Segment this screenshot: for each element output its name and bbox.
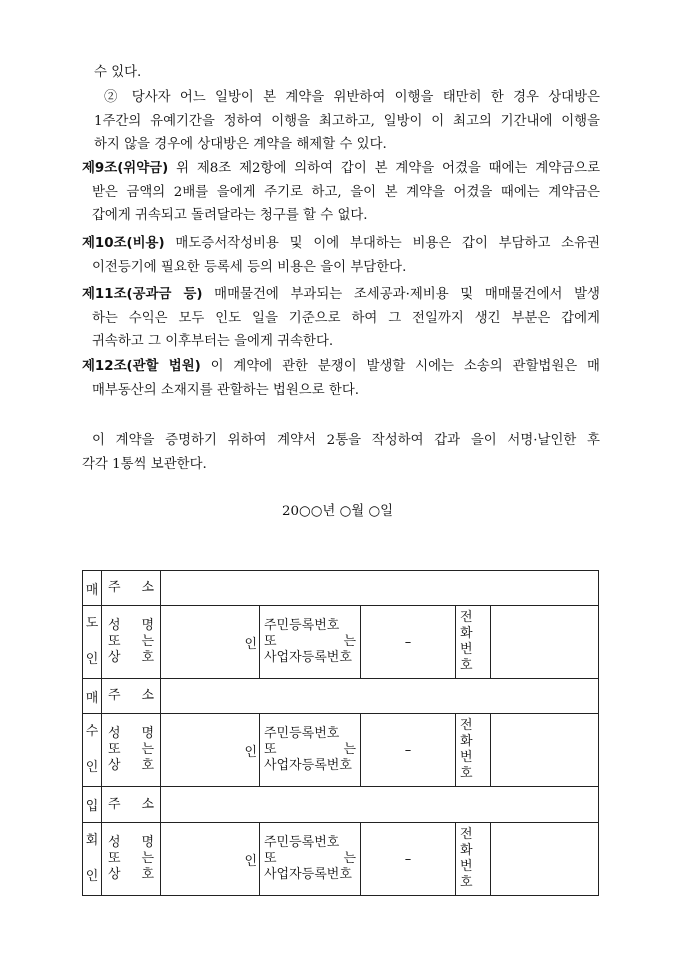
article-heading: 제12조(관할 법원)	[82, 359, 201, 374]
seal-field[interactable]: 인	[161, 823, 260, 896]
clause-8-paragraph-2	[94, 86, 600, 157]
id-value[interactable]: –	[361, 823, 456, 896]
article-12	[82, 355, 600, 402]
address-label: 주 소	[102, 571, 161, 606]
article-heading: 제10조(비용)	[82, 236, 165, 251]
name-label: 성 명 또 는 상 호	[102, 714, 161, 787]
clause-line: 매도증서작성비용 및 이에 부대하는 비용은 갑이 부담하고 소유권	[164, 236, 600, 251]
article-10	[82, 232, 600, 279]
address-label: 주 소	[102, 679, 161, 714]
phone-label: 전 화 번 호	[456, 823, 491, 896]
id-label: 주민등록번호 또 는 사업자등록번호	[260, 714, 361, 787]
clause-line: 이 계약에 관한 분쟁이 발생할 시에는 소송의 관할법원은 매	[200, 359, 600, 374]
party-label: 매	[83, 679, 102, 714]
phone-label: 전 화 번 호	[456, 606, 491, 679]
clause-line: 귀속하고 그 이후부터는 을에게 귀속한다.	[92, 334, 334, 349]
signature-table	[82, 570, 599, 896]
id-label: 주민등록번호 또 는 사업자등록번호	[260, 606, 361, 679]
address-value[interactable]	[161, 787, 599, 823]
clause-line: ② 당사자 어느 일방이 본 계약을 위반하여 이행을 태만히 한 경우 상대방은	[104, 90, 600, 105]
party-label: 도 인	[83, 606, 102, 679]
name-label: 성 명 또 는 상 호	[102, 606, 161, 679]
closing-line: 각각 1통씩 보관한다.	[82, 456, 207, 472]
party-label: 입	[83, 787, 102, 823]
party-label: 매	[83, 571, 102, 606]
address-label: 주 소	[102, 787, 161, 823]
phone-value[interactable]	[491, 714, 599, 787]
clause-line: 받은 금액의 2배를 을에게 주기로 하고, 을이 본 계약을 어겼을 때에는 계약금은	[92, 184, 600, 200]
phone-value[interactable]	[491, 606, 599, 679]
article-9	[82, 157, 600, 228]
clause-line: 위 제8조 제2항에 의하여 갑이 본 계약을 어겼을 때에는 계약금으로	[168, 161, 600, 176]
clause-line: 하지 않을 경우에 상대방은 계약을 해제할 수 있다.	[94, 137, 387, 152]
seal-field[interactable]: 인	[161, 606, 260, 679]
name-label: 성 명 또 는 상 호	[102, 823, 161, 896]
seal-field[interactable]: 인	[161, 714, 260, 787]
phone-value[interactable]	[491, 823, 599, 896]
closing-line: 이 계약을 증명하기 위하여 계약서 2통을 작성하여 갑과 을이 서명·날인한 후	[92, 433, 600, 448]
clause-line: 갑에게 귀속되고 돌려달라는 청구를 할 수 없다.	[92, 208, 368, 223]
article-11	[82, 283, 600, 354]
id-value[interactable]: –	[361, 606, 456, 679]
party-label: 회 인	[83, 823, 102, 896]
continued-text: 수 있다.	[94, 65, 142, 80]
closing-paragraph	[82, 429, 600, 476]
id-label: 주민등록번호 또 는 사업자등록번호	[260, 823, 361, 896]
clause-line: 하는 수익은 모두 인도 일을 기준으로 하여 그 전일까지 생긴 부분은 갑에게	[92, 310, 600, 326]
article-heading: 제9조(위약금)	[82, 161, 169, 176]
phone-label: 전 화 번 호	[456, 714, 491, 787]
clause-line: 1주간의 유예기간을 정하여 이행을 최고하고, 일방이 이 최고의 기간내에 이행을	[94, 113, 600, 129]
address-value[interactable]	[161, 571, 599, 606]
party-label: 수 인	[83, 714, 102, 787]
clause-line: 매부동산의 소재지를 관할하는 법원으로 한다.	[92, 382, 360, 398]
id-value[interactable]: –	[361, 714, 456, 787]
address-value[interactable]	[161, 679, 599, 714]
contract-date: 20○○년 ○월 ○일	[282, 504, 394, 519]
clause-line: 매매물건에 부과되는 조세공과·제비용 및 매매물건에서 발생	[202, 287, 600, 302]
clause-line: 이전등기에 필요한 등록세 등의 비용은 을이 부담한다.	[92, 259, 407, 275]
article-heading: 제11조(공과금 등)	[82, 287, 203, 302]
